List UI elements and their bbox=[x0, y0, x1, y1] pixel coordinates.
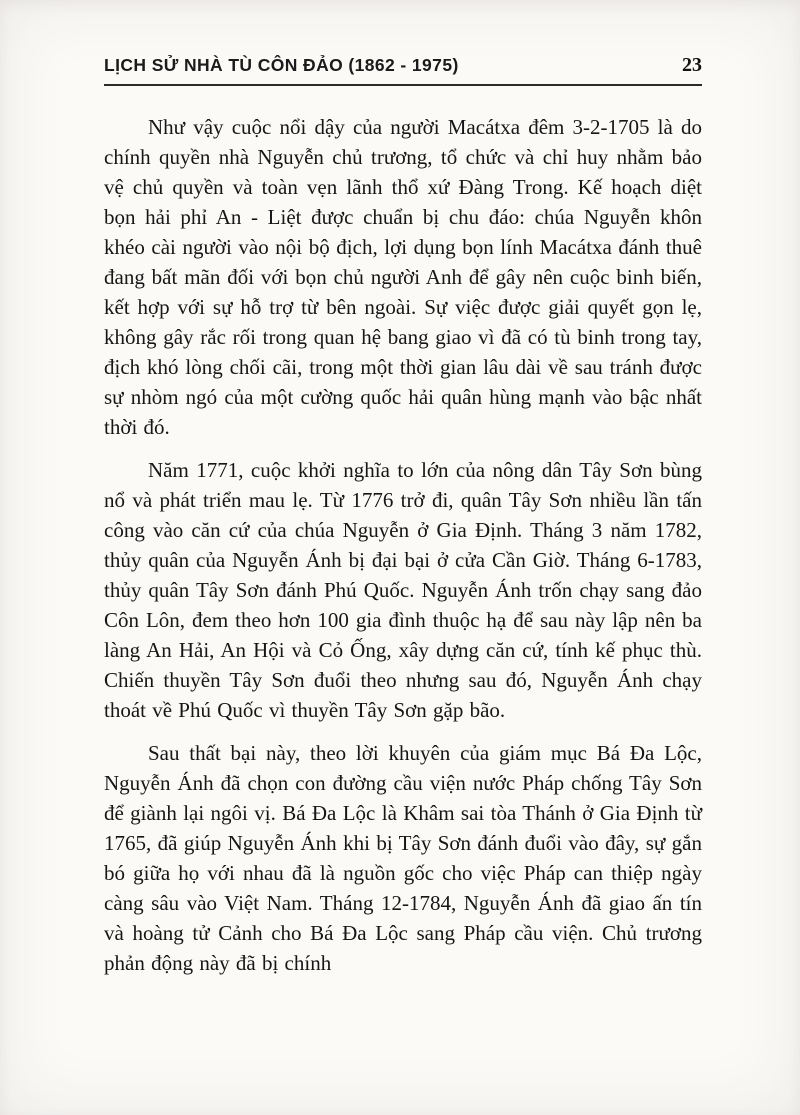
running-header-title: LỊCH SỬ NHÀ TÙ CÔN ĐẢO (1862 - 1975) bbox=[104, 55, 459, 75]
page-number: 23 bbox=[682, 54, 702, 76]
paragraph-3: Sau thất bại này, theo lời khuyên của giám mục Bá Đa Lộc, Nguyễn Ánh đã chọn con đường cầu viện nước Pháp chống Tây Sơn để giành lại ngôi vị. Bá Đa Lộc là Khâm sai tòa Thánh ở Gia Định từ 1765, đã giúp Nguyễn Ánh khi bị Tây Sơn đánh đuổi vào đây, sự gắn bó giữa họ với nhau đã là nguồn gốc cho việc Pháp can thiệp ngày càng sâu vào Việt Nam. Tháng 12-1784, Nguyễn Ánh đã giao ấn tín và hoàng tử Cảnh cho Bá Đa Lộc sang Pháp cầu viện. Chủ trương phản động này đã bị chính bbox=[104, 741, 702, 975]
paragraph-2: Năm 1771, cuộc khởi nghĩa to lớn của nông dân Tây Sơn bùng nổ và phát triển mau lẹ. Từ 1776 trở đi, quân Tây Sơn nhiều lần tấn công vào căn cứ của chúa Nguyễn ở Gia Định. Tháng 3 năm 1782, thủy quân của Nguyễn Ánh bị đại bại ở cửa Cần Giờ. Tháng 6-1783, thủy quân Tây Sơn đánh Phú Quốc. Nguyễn Ánh trốn chạy sang đảo Côn Lôn, đem theo hơn 100 gia đình thuộc hạ để sau này lập nên ba làng An Hải, An Hội và Cỏ Ống, xây dựng căn cứ, tính kế phục thù. Chiến thuyền Tây Sơn đuổi theo nhưng sau đó, Nguyễn Ánh chạy thoát về Phú Quốc vì thuyền Tây Sơn gặp bão. bbox=[104, 458, 702, 722]
header-rule bbox=[104, 84, 702, 86]
running-header bbox=[104, 0, 702, 77]
paragraph-1: Như vậy cuộc nổi dậy của người Macátxa đêm 3-2-1705 là do chính quyền nhà Nguyễn chủ trương, tổ chức và chỉ huy nhằm bảo vệ chủ quyền và toàn vẹn lãnh thổ xứ Đàng Trong. Kế hoạch diệt bọn hải phỉ An - Liệt được chuẩn bị chu đáo: chúa Nguyễn khôn khéo cài người vào nội bộ địch, lợi dụng bọn lính Macátxa đánh thuê đang bất mãn đối với bọn chủ người Anh để gây nên cuộc binh biến, kết hợp với sự hỗ trợ từ bên ngoài. Sự việc được giải quyết gọn lẹ, không gây rắc rối trong quan hệ bang giao vì đã có tù binh trong tay, địch khó lòng chối cãi, trong một thời gian lâu dài về sau tránh được sự nhòm ngó của một cường quốc hải quân hùng mạnh vào bậc nhất thời đó. bbox=[104, 115, 702, 439]
page-body bbox=[104, 112, 702, 978]
